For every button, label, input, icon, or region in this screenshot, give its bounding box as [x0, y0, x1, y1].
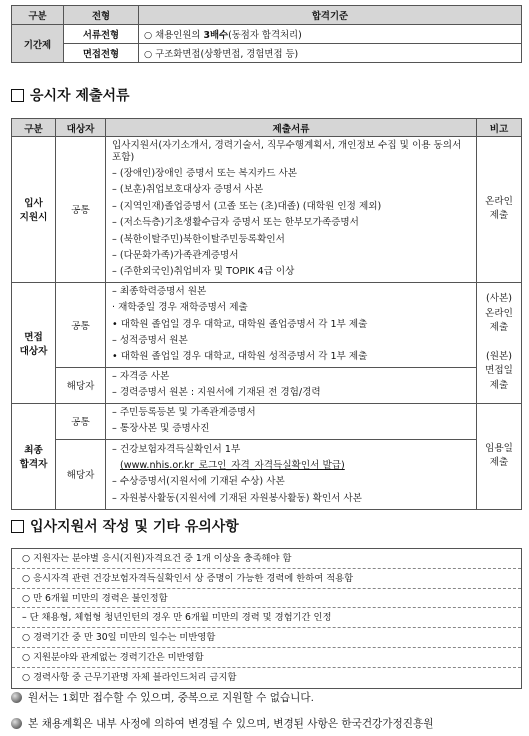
- required-documents-table: [11, 118, 522, 510]
- docs-item-link: [112, 458, 472, 474]
- docs-header-subject: 대상자: [56, 119, 106, 137]
- docs-item: – 최종학력증명서 원본: [112, 285, 207, 297]
- section-title: 입사지원서 작성 및 기타 유의사항: [30, 519, 239, 535]
- bullet-note: [11, 690, 314, 705]
- docs-item: – 자격증 사본: [112, 370, 170, 382]
- docs-item: – 성적증명서 원본: [112, 335, 188, 347]
- docs-item: – 경력증명서 원본 : 지원서에 기재된 전 경험/경력: [112, 387, 321, 399]
- docs-subject: 해당자: [56, 439, 106, 509]
- notice-item: ○ 지원자는 분야별 응시(지원)자격요건 중 1개 이상을 충족해야 함: [12, 549, 521, 569]
- section-title: 응시자 제출서류: [30, 88, 130, 104]
- docs-items: [106, 137, 477, 283]
- docs-items: [106, 403, 477, 439]
- docs-header-documents: 제출서류: [106, 119, 477, 137]
- notice-item: ○ 경력기간 중 만 30일 미만의 일수는 미반영함: [12, 628, 521, 648]
- docs-subject: 해당자: [56, 367, 106, 403]
- criteria-stage: 서류전형: [64, 25, 139, 44]
- criteria-stage: 면접전형: [64, 44, 139, 63]
- docs-items: [106, 439, 477, 509]
- criteria-row: [12, 44, 522, 63]
- checkbox-square-icon: [11, 520, 24, 533]
- notice-item: ○ 경력사항 중 근무기관명 자체 블라인드처리 금지함: [22, 671, 237, 683]
- docs-item: – 통장사본 및 증명사진: [112, 423, 210, 435]
- checkbox-square-icon: [11, 89, 24, 102]
- docs-item: – 주민등록등본 및 가족관계증명서: [112, 406, 256, 418]
- section-heading-notes: [11, 516, 239, 536]
- criteria-standard-text: ○ 구조화면접(상황면접, 경험면접 등): [144, 49, 299, 60]
- criteria-category: 기간제: [12, 25, 64, 63]
- docs-remark: (사본) 온라인 제출 (원본) 면접일 제출: [477, 282, 522, 403]
- docs-items: [106, 367, 477, 403]
- docs-item: – 수상증명서(지원서에 기재된 수상) 사본: [112, 476, 285, 488]
- docs-category: 입사 지원시: [12, 137, 56, 283]
- docs-item: – (북한이탈주민)북한이탈주민등록확인서: [112, 233, 285, 245]
- notice-box: [11, 548, 522, 689]
- docs-item: – (보훈)취업보호대상자 증명서 사본: [112, 184, 264, 196]
- docs-subject: 공통: [56, 137, 106, 283]
- docs-item: – (주한외국인)취업비자 및 TOPIK 4급 이상: [112, 266, 295, 278]
- docs-item: – (저소득층)기초생활수급자 증명서 또는 한부모가족증명서: [112, 217, 359, 229]
- criteria-header-category: 구분: [12, 6, 64, 25]
- notice-item: ○ 지원분야와 관계없는 경력기간은 미반영함: [12, 648, 521, 668]
- notice-item: – 단 채용형, 체험형 청년인턴의 경우 만 6개월 미만의 경력 및 경험기간 인정: [12, 608, 521, 628]
- docs-category: 최종 합격자: [12, 403, 56, 509]
- docs-group-final-applicable: [12, 439, 522, 509]
- docs-subject: 공통: [56, 403, 106, 439]
- criteria-standard: [139, 44, 522, 63]
- docs-group-interview-applicable: [12, 367, 522, 403]
- docs-group-interview: [12, 282, 522, 367]
- section-heading-documents: [11, 85, 130, 105]
- criteria-standard-text: ○ 채용인원의: [144, 30, 204, 41]
- docs-items: [106, 282, 477, 367]
- docs-header-category: 구분: [12, 119, 56, 137]
- docs-subject: 공통: [56, 282, 106, 367]
- docs-item: • 대학원 졸업일 경우 대학교, 대학원 졸업증명서 각 1부 제출: [112, 318, 368, 330]
- criteria-row: [12, 25, 522, 44]
- criteria-standard-suffix: (동점자 합격처리): [228, 30, 302, 41]
- bullet-text: 원서는 1회만 접수할 수 있으며, 중복으로 지원할 수 없습니다.: [28, 692, 315, 704]
- criteria-standard-bold: 3배수: [203, 30, 229, 41]
- docs-remark: 임용일 제출: [477, 403, 522, 509]
- docs-remark: 온라인 제출: [477, 137, 522, 283]
- docs-item: – (다문화가족)가족관계증명서: [112, 250, 239, 262]
- criteria-header-stage: 전형: [64, 6, 139, 25]
- docs-item: • 대학원 졸업일 경우 대학교, 대학원 성적증명서 각 1부 제출: [112, 351, 368, 363]
- docs-header-row: [12, 119, 522, 137]
- docs-item: 입사지원서(자기소개서, 경력기술서, 직무수행계획서, 개인정보 수집 및 이용 동의서 포함): [112, 140, 462, 163]
- round-bullet-icon: [11, 718, 22, 729]
- docs-item: · 재학중일 경우 재학증명서 제출: [112, 302, 248, 314]
- bullet-text: 본 채용계획은 내부 사정에 의하여 변경될 수 있으며, 변경된 사항은 한국건강가정진흥원: [28, 718, 434, 730]
- docs-item: – 건강보험자격득실확인서 1부: [112, 443, 241, 455]
- bullet-note: [11, 716, 433, 731]
- docs-item: – (지역인재)졸업증명서 (고졸 또는 (초)대졸) (대학원 인정 제외): [112, 200, 382, 212]
- selection-criteria-table: [11, 5, 522, 63]
- criteria-standard: [139, 25, 522, 44]
- docs-header-remarks: 비고: [477, 119, 522, 137]
- docs-group-final: [12, 403, 522, 439]
- docs-item: – 자원봉사활동(지원서에 기재된 자원봉사활동) 확인서 사본: [112, 492, 362, 504]
- criteria-header-standard: 합격기준: [139, 6, 522, 25]
- notice-item: ○ 만 6개월 미만의 경력은 불인정함: [12, 589, 521, 609]
- nhis-link[interactable]: (www.nhis.or.kr_로그인_자격_자격득실확인서 발급): [120, 459, 345, 471]
- round-bullet-icon: [11, 692, 22, 703]
- notice-item: ○ 응시자격 관련 건강보험자격득실확인서 상 증명이 가능한 경력에 한하여 적용함: [12, 569, 521, 589]
- docs-category: 면접 대상자: [12, 282, 56, 403]
- docs-item: – (장애인)장애인 증명서 또는 복지카드 사본: [112, 168, 298, 179]
- criteria-header-row: [12, 6, 522, 25]
- docs-group-application: [12, 137, 522, 283]
